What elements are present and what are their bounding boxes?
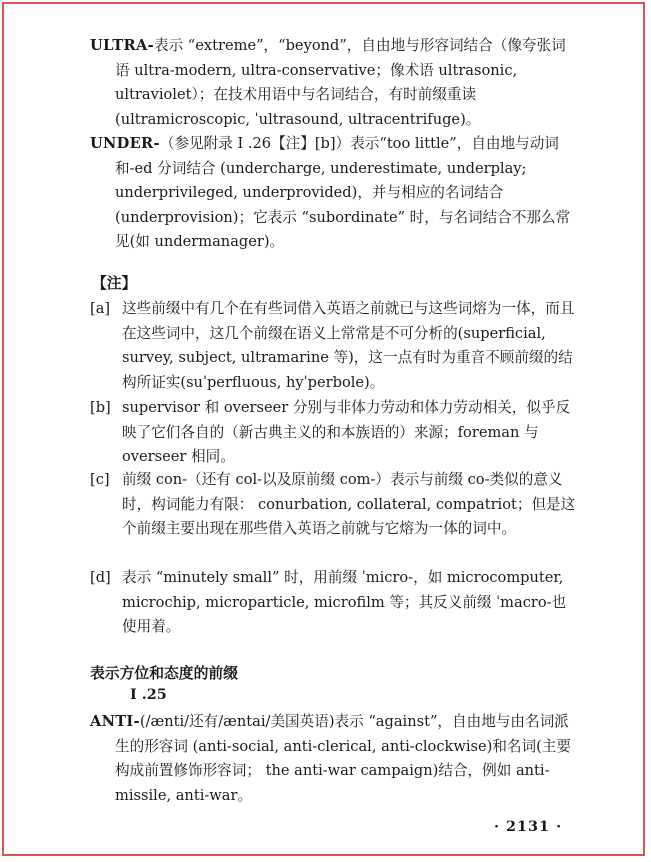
entry-ultra bbox=[90, 34, 576, 132]
notes-title: 【注】 bbox=[92, 275, 137, 292]
note-c bbox=[90, 468, 576, 542]
note-d-text: 表示 “minutely small” 时，用前缀 ˈmicro-，如 microcomputer, microchip, microparticle, microfilm 等；其反义前缀 ˈmacro-也使用着。 bbox=[122, 569, 567, 636]
page-number: · 2131 · bbox=[494, 818, 563, 835]
note-d bbox=[90, 566, 576, 640]
note-b-label: [b] bbox=[90, 399, 111, 416]
note-c-text: 前缀 con-（还有 col-以及原前缀 com-）表示与前缀 co-类似的意义时，构词能力有限： conurbation, collateral, compatriot；但是这个前缀主要出现在那些借入英语之前就与它熔为一体的词中。 bbox=[122, 471, 576, 538]
note-c-label: [c] bbox=[90, 471, 110, 488]
note-d-label: [d] bbox=[90, 569, 111, 586]
entry-anti bbox=[90, 710, 576, 808]
entry-body-under: （参见附录 I .26【注】[b]）表示“too little”，自由地与动词和-ed 分词结合 (undercharge, underestimate, underplay; underprivileged, underprovided)，并与相应的名词结合(underprovision)；它表示 “subordinate” 时，与名词结合不那么常见(如 undermanager)。 bbox=[115, 135, 571, 251]
note-a-label: [a] bbox=[90, 300, 111, 317]
entry-body-ultra: 表示 “extreme”，“beyond”，自由地与形容词结合（像夸张词语 ultra-modern, ultra-conservative；像术语 ultrasonic, ultraviolet）；在技术用语中与名词结合，有时前缀重读(ultramicroscopic, ˈultrasound, ultracentrifuge)。 bbox=[115, 37, 566, 128]
note-b-text: supervisor 和 overseer 分别与非体力劳动和体力劳动相关，似乎反映了它们各自的（新古典主义的和本族语的）来源；foreman 与 overseer 相同。 bbox=[122, 399, 571, 466]
section-number: I .25 bbox=[130, 686, 167, 703]
section-title: 表示方位和态度的前缀 bbox=[90, 665, 238, 682]
entry-under bbox=[90, 132, 576, 255]
entry-body-anti: (/ænti/还有/æntai/美国英语)表示 “against”，自由地与由名词派生的形容词 (anti-social, anti-clerical, anti-clockwise)和名词(主要构成前置修饰形容词； the anti-war campaign)结合，例如 anti-missile, anti-war。 bbox=[115, 713, 571, 804]
note-a-text: 这些前缀中有几个在有些词借入英语之前就已与这些词熔为一体，而且在这些词中，这几个前缀在语义上常常是不可分析的(superficial, survey, subject, ultramarine 等)，这一点有时为重音不顾前缀的结构所证实(suˈperfluous, hyˈperbole)。 bbox=[122, 300, 575, 391]
note-a bbox=[90, 297, 576, 395]
entry-head-under: UNDER- bbox=[90, 135, 160, 152]
entry-head-ultra: ULTRA- bbox=[90, 37, 154, 54]
entry-head-anti: ANTI- bbox=[90, 713, 140, 730]
note-b bbox=[90, 396, 576, 470]
